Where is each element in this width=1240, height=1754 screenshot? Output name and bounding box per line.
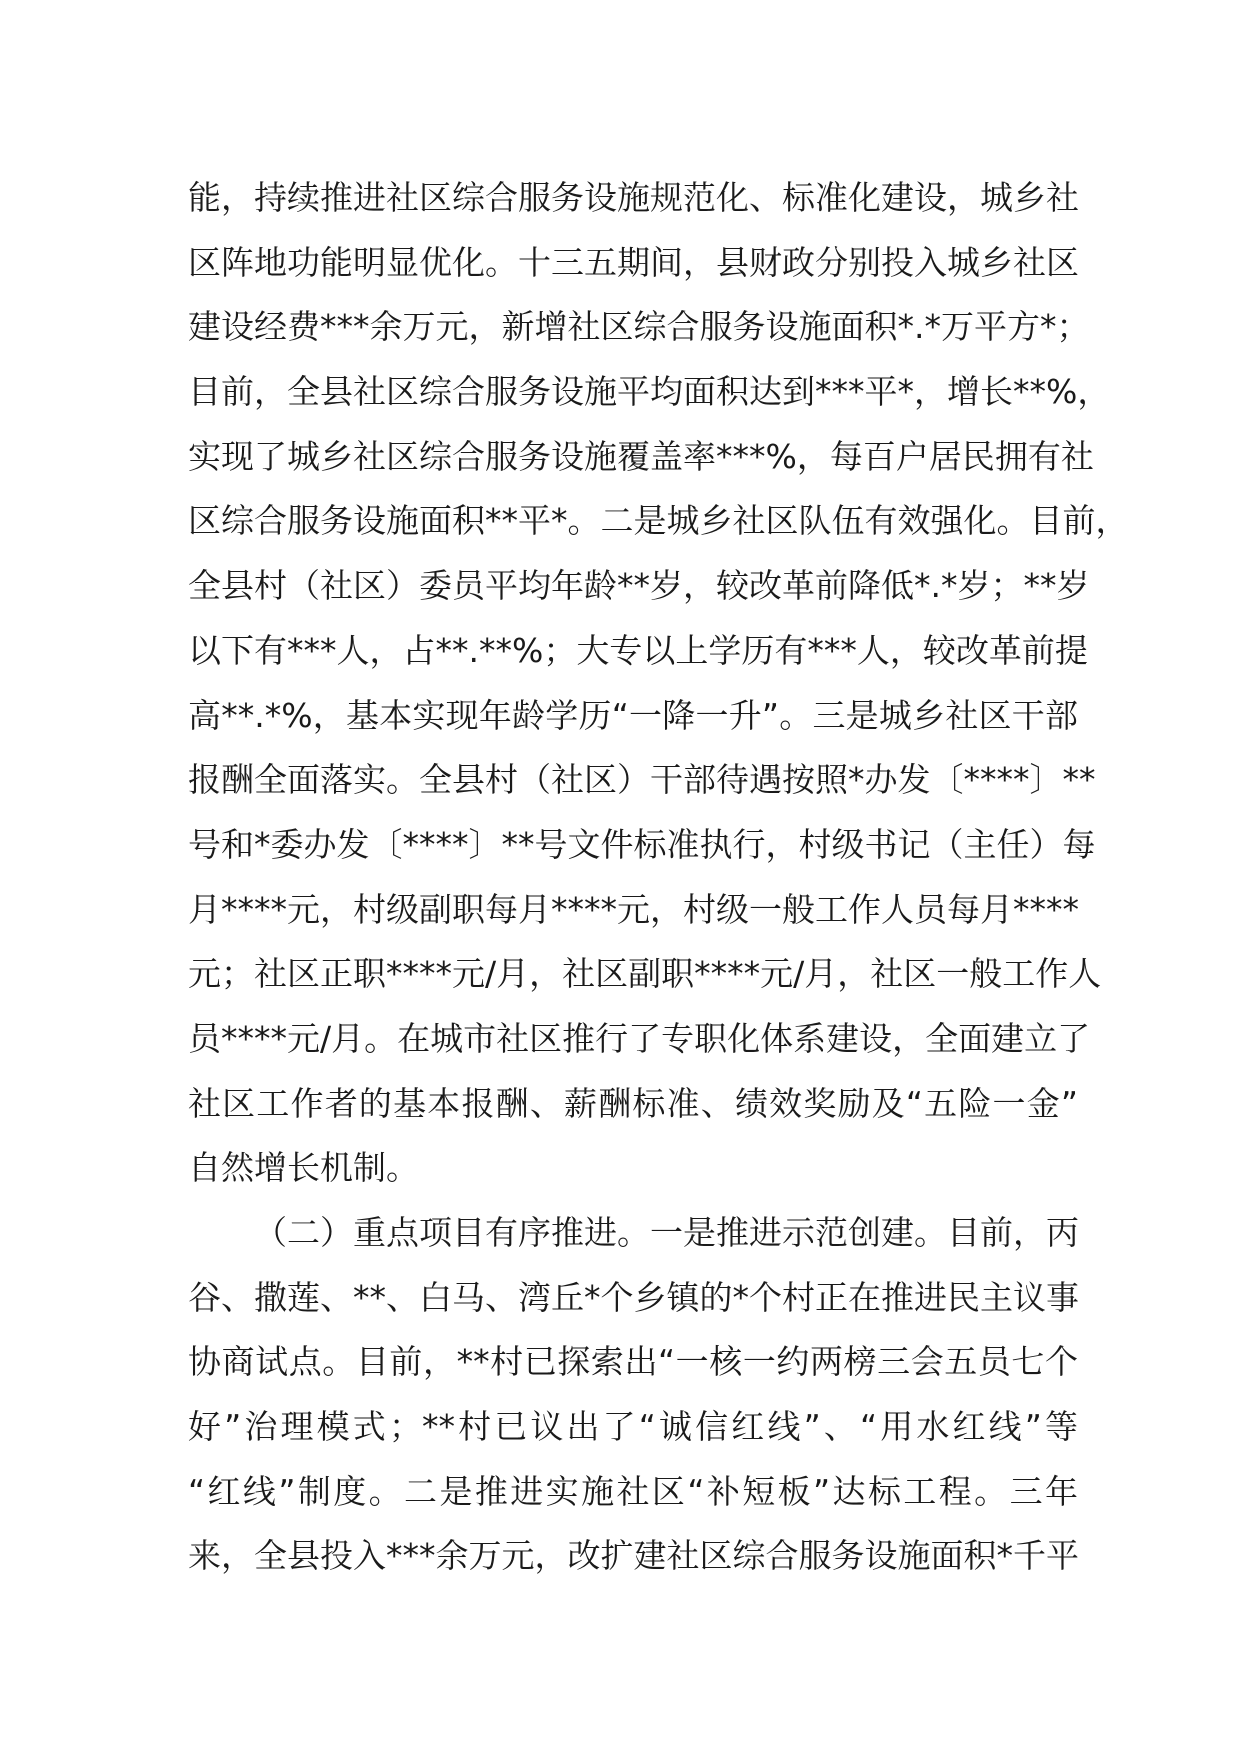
text-line: 协商试点。目前，**村已探索出“一核一约两榜三会五员七个 — [188, 1342, 1078, 1382]
text-line: 自然增长机制。 — [188, 1148, 419, 1188]
text-line: 元；社区正职****元/月，社区副职****元/月，社区一般工作人 — [188, 954, 1102, 994]
text-line: 员****元/月。在城市社区推行了专职化体系建设，全面建立了 — [188, 1018, 1091, 1058]
text-line: “红线”制度。二是推进实施社区“补短板”达标工程。三年 — [188, 1471, 1078, 1511]
text-line: 好”治理模式；**村已议出了“诚信红线”、“用水红线”等 — [188, 1407, 1078, 1447]
text-line: 报酬全面落实。全县村（社区）干部待遇按照*办发〔****〕** — [188, 760, 1096, 800]
text-line: 以下有***人，占**.**%；大专以上学历有***人，较改革前提 — [188, 630, 1088, 670]
text-line: 月****元，村级副职每月****元，村级一般工作人员每月**** — [188, 889, 1079, 929]
body-text — [188, 166, 1129, 1589]
text-line: 区阵地功能明显优化。十三五期间，县财政分别投入城乡社区 — [188, 242, 1079, 282]
text-line: 能，持续推进社区综合服务设施规范化、标准化建设，城乡社 — [188, 178, 1079, 217]
paragraph-heading-line: （二）重点项目有序推进。一是推进示范创建。目前，丙 — [254, 1213, 1079, 1252]
text-line: 区综合服务设施面积**平*。二是城乡社区队伍有效强化。目前， — [188, 501, 1129, 541]
text-line: 号和*委办发〔****〕**号文件标准执行，村级书记（主任）每 — [188, 824, 1096, 864]
text-line: 社区工作者的基本报酬、薪酬标准、绩效奖励及“五险一金” — [188, 1083, 1078, 1123]
text-line: 谷、撒莲、**、白马、湾丘*个乡镇的*个村正在推进民主议事 — [188, 1277, 1079, 1317]
text-line: 目前，全县社区综合服务设施平均面积达到***平*，增长**%， — [188, 372, 1111, 412]
text-line: 高**.*%，基本实现年龄学历“一降一升”。三是城乡社区干部 — [188, 695, 1078, 735]
text-line: 全县村（社区）委员平均年龄**岁，较改革前降低*.*岁；**岁 — [188, 566, 1090, 606]
text-line: 实现了城乡社区综合服务设施覆盖率***%，每百户居民拥有社 — [188, 436, 1094, 476]
text-line: 来，全县投入***余万元，改扩建社区综合服务设施面积*千平 — [188, 1536, 1079, 1576]
text-line: 建设经费***余万元，新增社区综合服务设施面积*.*万平方*； — [188, 307, 1090, 347]
